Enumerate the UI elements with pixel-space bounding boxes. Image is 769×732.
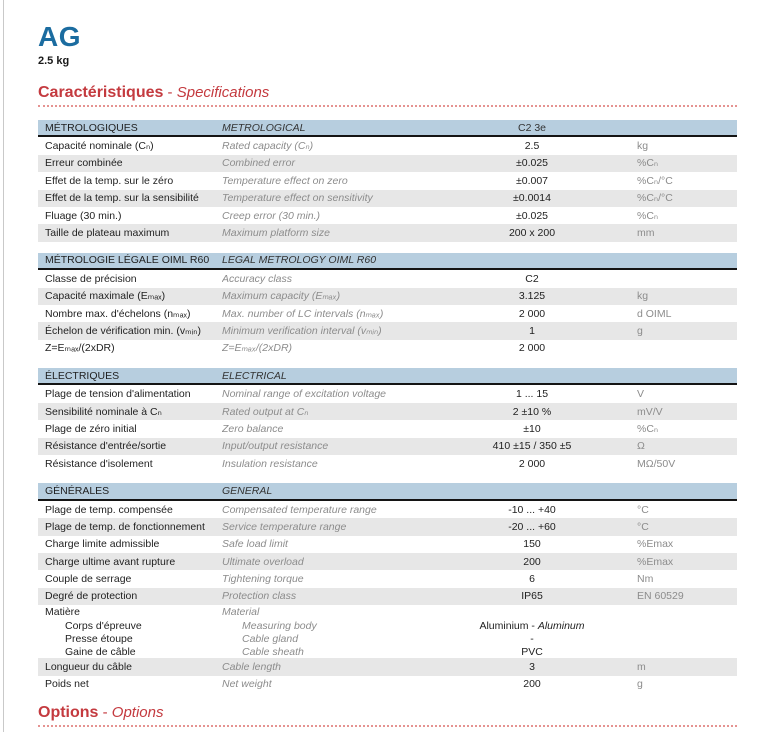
row-value: 2 000 bbox=[518, 342, 546, 355]
spec-table-0 bbox=[38, 120, 737, 242]
row-label-fr: Couple de serrage bbox=[45, 573, 132, 586]
row-unit: m bbox=[637, 660, 646, 673]
row-label-fr: Z=Eₘₐₓ/(2xDR) bbox=[45, 342, 115, 355]
row-label-en: Safe load limit bbox=[222, 538, 288, 551]
row-label-fr: Plage de temp. compensée bbox=[45, 503, 173, 516]
row-unit: g bbox=[637, 324, 643, 337]
row-label-en: Rated output at Cₙ bbox=[222, 405, 309, 418]
row-value: ±0.025 bbox=[515, 157, 549, 170]
section-title-en: Options bbox=[111, 703, 164, 721]
row-label-fr: Effet de la temp. sur le zéro bbox=[45, 174, 174, 187]
row-label-en: Rated capacity (Cₙ) bbox=[222, 140, 314, 153]
row-unit: mm bbox=[637, 227, 655, 240]
row-value: -20 ... +60 bbox=[508, 520, 556, 533]
row-value: 1 bbox=[529, 324, 535, 337]
spec-row bbox=[38, 619, 737, 632]
spec-row bbox=[38, 322, 737, 339]
spec-row bbox=[38, 224, 737, 241]
capacity-label: 2.5 kg bbox=[38, 55, 70, 67]
row-unit: mV/V bbox=[637, 405, 663, 418]
table-header-label-fr: MÉTROLOGIE LÉGALE OIML R60 bbox=[45, 254, 210, 267]
table-header-label-en: GENERAL bbox=[222, 485, 273, 498]
row-unit: kg bbox=[637, 140, 649, 153]
table-header-row bbox=[38, 368, 737, 385]
row-value: ±0.007 bbox=[515, 174, 549, 187]
spec-row bbox=[38, 438, 737, 455]
spec-row bbox=[38, 455, 737, 472]
row-label-en: Nominal range of excitation voltage bbox=[222, 388, 387, 401]
row-unit: %Emax bbox=[637, 555, 674, 568]
table-header-label-fr: ÉLECTRIQUES bbox=[45, 369, 120, 382]
table-header-label-fr: GÉNÉRALES bbox=[45, 485, 110, 498]
row-label-fr: Résistance d'isolement bbox=[45, 457, 153, 470]
row-label-en: Z=Eₘₐₓ/(2xDR) bbox=[222, 342, 293, 355]
row-value: 200 bbox=[523, 678, 541, 691]
spec-row bbox=[38, 155, 737, 172]
product-title: AG bbox=[38, 21, 81, 52]
row-value: 2 000 bbox=[518, 457, 546, 470]
row-label-fr: Longueur du câble bbox=[45, 660, 132, 673]
spec-row bbox=[38, 676, 737, 693]
row-label-fr: Plage de temp. de fonctionnement bbox=[45, 520, 205, 533]
row-value: ±0.025 bbox=[515, 209, 549, 222]
row-label-en: Minimum verification interval (vₘᵢₙ) bbox=[222, 324, 382, 337]
row-unit: %Cₙ bbox=[637, 209, 659, 222]
row-unit: °C bbox=[637, 520, 649, 533]
row-label-fr: Classe de précision bbox=[45, 272, 137, 285]
spec-row bbox=[38, 403, 737, 420]
row-label-en: Zero balance bbox=[222, 422, 284, 435]
row-unit: Nm bbox=[637, 573, 654, 586]
row-label-fr: Fluage (30 min.) bbox=[45, 209, 122, 222]
section-title-fr: Caractéristiques bbox=[38, 84, 164, 101]
section-title-separator: - bbox=[163, 84, 177, 101]
spec-row bbox=[38, 288, 737, 305]
row-unit: g bbox=[637, 678, 643, 691]
spec-row bbox=[38, 518, 737, 535]
row-unit: MΩ/50V bbox=[637, 457, 676, 470]
row-value: IP65 bbox=[521, 590, 543, 603]
row-label-fr: Presse étoupe bbox=[65, 632, 133, 645]
row-label-en: Cable sheath bbox=[242, 645, 304, 658]
spec-row bbox=[38, 632, 737, 645]
row-label-en: Ultimate overload bbox=[222, 555, 304, 568]
row-unit: °C bbox=[637, 503, 649, 516]
spec-row bbox=[38, 270, 737, 287]
row-value: ±10 bbox=[523, 422, 541, 435]
spec-table-1 bbox=[38, 253, 737, 357]
row-unit: V bbox=[637, 388, 645, 401]
spec-row bbox=[38, 645, 737, 658]
row-label-en: Protection class bbox=[222, 590, 297, 603]
row-unit: d OIML bbox=[637, 307, 672, 320]
row-value: 1 ... 15 bbox=[515, 388, 549, 401]
row-label-fr: Erreur combinée bbox=[45, 157, 123, 170]
row-label-en: Input/output resistance bbox=[222, 440, 329, 453]
row-label-en: Max. number of LC intervals (nₘₐₓ) bbox=[222, 307, 384, 320]
spec-row bbox=[38, 570, 737, 587]
row-label-fr: Poids net bbox=[45, 678, 89, 691]
row-label-en: Maximum capacity (Eₘₐₓ) bbox=[222, 290, 341, 303]
spec-row bbox=[38, 605, 737, 619]
table-header-label-en: ELECTRICAL bbox=[222, 369, 287, 382]
row-unit: EN 60529 bbox=[637, 590, 684, 603]
row-value: PVC bbox=[521, 645, 543, 658]
table-header-row bbox=[38, 253, 737, 270]
row-label-en: Maximum platform size bbox=[222, 227, 330, 240]
row-value: 410 ±15 / 350 ±5 bbox=[492, 440, 572, 453]
row-value: 2 ±10 % bbox=[512, 405, 552, 418]
row-label-en: Temperature effect on zero bbox=[222, 174, 348, 187]
row-label-fr: Échelon de vérification min. (vₘᵢₙ) bbox=[45, 324, 201, 337]
row-label-en: Combined error bbox=[222, 157, 295, 170]
row-label-fr: Charge limite admissible bbox=[45, 538, 160, 551]
spec-row bbox=[38, 658, 737, 675]
row-label-fr: Degré de protection bbox=[45, 590, 138, 603]
row-value: 2 000 bbox=[518, 307, 546, 320]
row-label-en: Cable gland bbox=[242, 632, 299, 645]
row-label-fr: Plage de tension d'alimentation bbox=[45, 388, 191, 401]
row-label-en: Creep error (30 min.) bbox=[222, 209, 321, 222]
spec-table-2 bbox=[38, 368, 737, 472]
spec-row bbox=[38, 385, 737, 402]
spec-row bbox=[38, 420, 737, 437]
row-unit: %Emax bbox=[637, 538, 674, 551]
section-specifications-heading bbox=[38, 84, 737, 107]
spec-row bbox=[38, 536, 737, 553]
section-title-separator: - bbox=[98, 703, 112, 721]
row-value: 6 bbox=[529, 573, 535, 586]
spec-row bbox=[38, 553, 737, 570]
table-header-row bbox=[38, 483, 737, 500]
spec-row bbox=[38, 207, 737, 224]
row-label-en: Temperature effect on sensitivity bbox=[222, 192, 373, 205]
table-header-value: C2 3e bbox=[517, 121, 547, 134]
spec-tables bbox=[38, 120, 737, 693]
row-label-fr: Sensibilité nominale à Cₙ bbox=[45, 405, 162, 418]
row-label-en: Compensated temperature range bbox=[222, 503, 377, 516]
row-label-fr: Gaine de câble bbox=[65, 645, 136, 658]
row-unit: %Cₙ/°C bbox=[637, 174, 673, 187]
row-value: 150 bbox=[523, 538, 541, 551]
row-unit: %Cₙ bbox=[637, 422, 659, 435]
row-label-fr: Matière bbox=[45, 606, 81, 619]
table-header-row bbox=[38, 120, 737, 137]
row-label-fr: Charge ultime avant rupture bbox=[45, 555, 176, 568]
row-value: C2 bbox=[525, 272, 539, 285]
section-title-fr: Options bbox=[38, 703, 99, 721]
table-header-label-en: METROLOGICAL bbox=[222, 121, 306, 134]
row-label-en: Cable length bbox=[222, 660, 281, 673]
row-label-fr: Corps d'épreuve bbox=[65, 619, 142, 632]
spec-row bbox=[38, 190, 737, 207]
row-value: 3 bbox=[529, 660, 535, 673]
spec-row bbox=[38, 340, 737, 357]
row-label-en: Insulation resistance bbox=[222, 457, 318, 470]
section-options-heading bbox=[38, 704, 737, 727]
row-value: 200 x 200 bbox=[508, 227, 556, 240]
row-label-fr: Résistance d'entrée/sortie bbox=[45, 440, 167, 453]
page-left-edge bbox=[3, 0, 4, 732]
row-label-en: Service temperature range bbox=[222, 520, 347, 533]
row-value-en: Aluminum bbox=[537, 619, 585, 632]
table-header-label-en: LEGAL METROLOGY OIML R60 bbox=[222, 254, 377, 267]
row-label-en: Tightening torque bbox=[222, 573, 304, 586]
spec-row bbox=[38, 588, 737, 605]
row-label-en: Accuracy class bbox=[222, 272, 293, 285]
row-label-fr: Capacité nominale (Cₙ) bbox=[45, 140, 154, 153]
row-value: -10 ... +40 bbox=[508, 503, 556, 516]
row-value: ±0.0014 bbox=[513, 192, 551, 205]
row-value: - bbox=[530, 632, 534, 645]
row-unit: %Cₙ bbox=[637, 157, 659, 170]
row-label-fr: Nombre max. d'échelons (nₘₐₓ) bbox=[45, 307, 191, 320]
spec-table-3 bbox=[38, 483, 737, 693]
row-value: Aluminium - Aluminum bbox=[479, 619, 585, 632]
row-label-en: Measuring body bbox=[242, 619, 317, 632]
spec-row bbox=[38, 305, 737, 322]
row-label-en: Net weight bbox=[222, 678, 272, 691]
row-label-en: Material bbox=[222, 606, 260, 619]
row-value: 2.5 bbox=[524, 140, 540, 153]
row-unit: %Cₙ/°C bbox=[637, 192, 673, 205]
section-title-en: Specifications bbox=[176, 84, 270, 101]
spec-row bbox=[38, 137, 737, 154]
row-unit: kg bbox=[637, 290, 649, 303]
table-header-label-fr: MÉTROLOGIQUES bbox=[45, 121, 138, 134]
spec-row bbox=[38, 501, 737, 518]
row-label-fr: Taille de plateau maximum bbox=[45, 227, 170, 240]
row-label-fr: Effet de la temp. sur la sensibilité bbox=[45, 192, 199, 205]
row-unit: Ω bbox=[637, 440, 645, 453]
row-value: 200 bbox=[523, 555, 541, 568]
row-value: 3.125 bbox=[518, 290, 546, 303]
page-content bbox=[38, 0, 737, 727]
row-label-fr: Plage de zéro initial bbox=[45, 422, 137, 435]
row-label-fr: Capacité maximale (Eₘₐₓ) bbox=[45, 290, 166, 303]
spec-row bbox=[38, 172, 737, 189]
